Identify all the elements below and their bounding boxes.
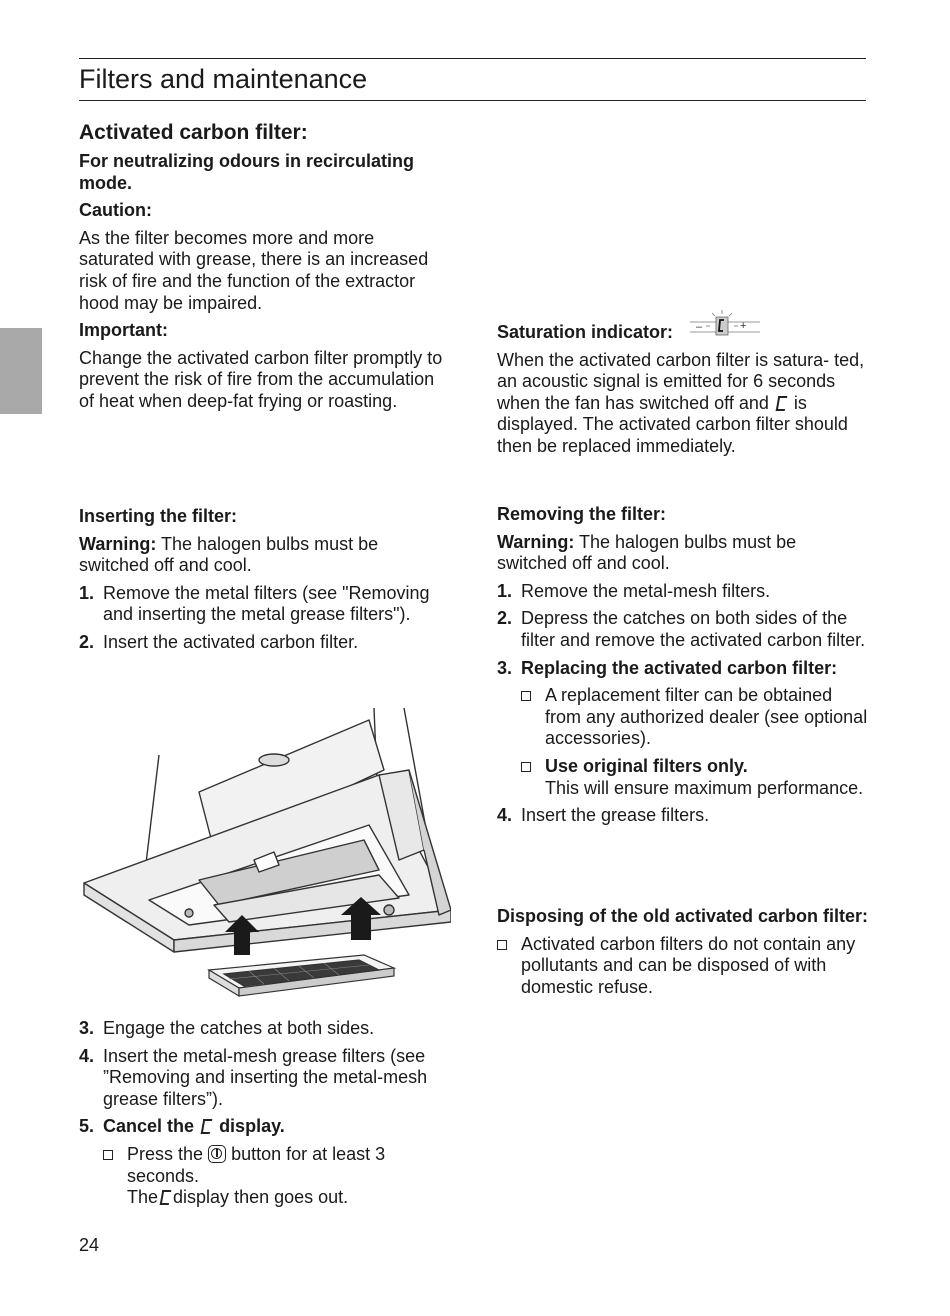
power-button-icon [208,1145,226,1163]
display-prefix: The [127,1187,159,1208]
carbon-filter-subheading: For neutralizing odours in recirculating mode. [79,151,415,193]
saturation-text [497,350,869,458]
step-number: 2. [79,631,95,652]
list-item [79,1144,451,1209]
saturation-text-part2: is displayed. The activated carbon filter should then be replaced immediately. [497,392,848,456]
step-number: 3. [497,657,513,678]
removing-section [497,504,869,827]
step-text: Insert the grease filters. [521,805,710,826]
saturation-label: Saturation indicator: [497,322,674,342]
bullet-text [117,1144,451,1209]
list-item [79,632,451,654]
step-text: Engage the catches at both sides. [103,1018,375,1038]
step-number: 3. [79,1018,95,1038]
page-number: 24 [79,1235,100,1255]
indicator-plus: + [740,320,747,332]
warning-label: Warning: [497,531,575,552]
step-text: Depress the catches on both sides of the filter and remove the activated carbon filter. [521,608,866,650]
list-item [79,1116,451,1138]
bullet-text: Activated carbon filters do not contain any pollutants and can be disposed of with domestic refuse. [521,933,856,997]
disposing-section [497,906,869,998]
step-text: Replacing the activated carbon filter: [521,657,838,678]
step-text: Insert the activated carbon filter. [103,631,359,652]
step-number: 2. [497,608,513,629]
step-text [103,1116,451,1138]
step-number: 4. [79,1045,95,1066]
list-item [79,583,451,626]
list-item [79,1046,451,1111]
bullet-bold-text: Use original filters only. [545,755,748,776]
inserting-steps-continued [79,1012,451,1209]
list-item [497,756,869,799]
filter-display-symbol-icon [160,1190,172,1205]
step5-suffix: display. [219,1116,285,1137]
removing-title: Removing the filter: [497,504,667,524]
warning-label: Warning: [79,533,157,554]
list-item [497,581,869,603]
step-number: 4. [497,805,513,826]
list-item [497,608,869,651]
list-item [497,658,869,680]
saturation-section [497,322,869,458]
inserting-warning [79,534,451,577]
saturation-text-part1: When the activated carbon filter is satura- ted, an acoustic signal is emitted for 6 seconds when the fan has switched off and [497,349,865,413]
inserting-title: Inserting the filter: [79,506,238,526]
step5-prefix: Cancel the [103,1116,195,1137]
indicator-minus: – [696,321,703,333]
filter-display-symbol-icon [201,1119,213,1134]
header-top-rule [79,58,866,59]
checkbox-bullet-icon [521,756,535,799]
step-number: 5. [79,1116,95,1137]
inserting-section [79,506,451,654]
checkbox-bullet-icon [521,685,535,750]
chapter-side-tab [0,328,42,414]
list-item [497,685,869,750]
list-item [79,1018,451,1040]
carbon-filter-intro [79,120,451,413]
bullet-plain-text: This will ensure maximum performance. [545,777,864,798]
warning-text: The halogen bulbs must be switched off and cool. [79,533,379,576]
press-prefix: Press the [127,1143,204,1164]
display-suffix: display then goes out. [173,1187,349,1208]
important-text: Change the activated carbon filter promptly to prevent the risk of fire from the accumulation of heat when deep-fat frying or roasting. [79,347,443,411]
step-text: Remove the metal-mesh filters. [521,580,771,601]
step-text: Insert the metal-mesh grease filters (see ”Removing and inserting the metal-mesh grease filters”). [103,1045,428,1109]
checkbox-bullet-icon [103,1144,117,1209]
carbon-filter-heading: Activated carbon filter: [79,121,308,144]
bullet-text [535,756,869,799]
warning-text: The halogen bulbs must be switched off and cool. [497,531,797,574]
list-item [497,805,869,827]
important-label: Important: [79,320,168,341]
removing-warning [497,532,869,575]
list-item [497,934,869,999]
caution-text: As the filter becomes more and more saturated with grease, there is an increased risk of fire and the function of the extractor hood may be impaired. [79,227,429,313]
bullet-text: A replacement filter can be obtained from any authorized dealer (see optional accessories). [545,685,868,749]
press-suffix: button for at least 3 seconds. [127,1143,386,1186]
checkbox-bullet-icon [497,934,511,999]
step-number: 1. [79,582,95,603]
filter-insertion-illustration [79,700,451,1005]
filter-display-symbol-icon [776,396,788,411]
header-bottom-rule [79,100,866,101]
disposing-title: Disposing of the old activated carbon filter: [497,906,869,926]
caution-label: Caution: [79,200,152,221]
step-number: 1. [497,580,513,601]
step-text: Remove the metal filters (see "Removing and inserting the metal grease filters"). [103,582,430,625]
saturation-indicator-icon [688,309,762,339]
page-section-title: Filters and maintenance [79,64,368,94]
